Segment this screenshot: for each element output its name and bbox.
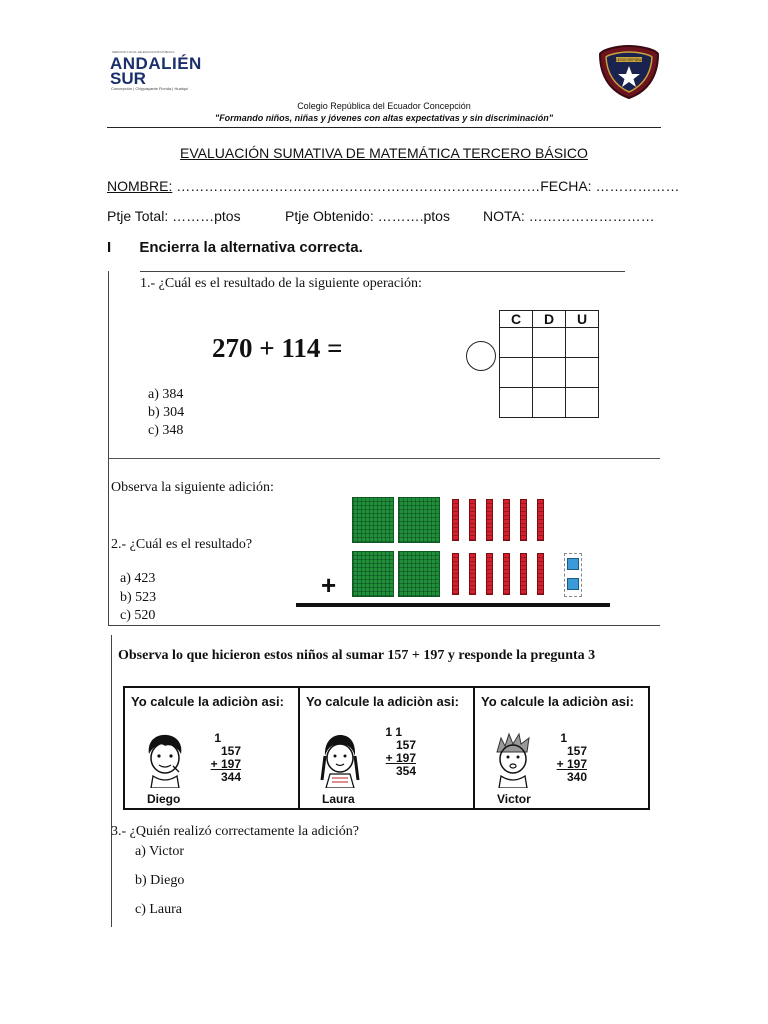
kid-card-laura: [300, 688, 475, 808]
q2-text: 2.- ¿Cuál es el resultado?: [111, 537, 253, 552]
kid-title: Yo calcule la adiciòn asi:: [131, 694, 284, 709]
nombre-dots: ……………………………………………………………………: [172, 178, 541, 194]
kid-sum: 1 157 + 197 340: [556, 731, 587, 784]
ten-rod: [503, 499, 510, 541]
cdu-cell[interactable]: [533, 328, 566, 358]
q1-option-c[interactable]: c) 348: [148, 423, 184, 438]
q1-option-a[interactable]: a) 384: [148, 387, 184, 402]
ten-rod: [520, 499, 527, 541]
cdu-cell[interactable]: [566, 358, 599, 388]
hundred-plate: [398, 551, 440, 597]
ten-rod: [452, 553, 459, 595]
boy-victor-icon: [491, 732, 535, 788]
boy-diego-icon: [143, 732, 187, 788]
kid-name-victor: Victor: [497, 792, 531, 806]
nombre-label: NOMBRE:: [107, 178, 173, 194]
logo-andalien: ANDALIÉN: [110, 54, 202, 73]
kid-name-diego: Diego: [147, 792, 181, 806]
ten-rod: [537, 553, 544, 595]
school-crest-icon: [598, 44, 660, 100]
kid-sum: 1 157 + 197 344: [210, 731, 241, 784]
kid-card-victor: [475, 688, 648, 808]
section-number: I: [107, 239, 112, 256]
q1-text: 1.- ¿Cuál es el resultado de la siguiente operación:: [140, 276, 422, 291]
ten-rod: [452, 499, 459, 541]
logo-subtitle: Concepción | Chiguayante Florida | Hualqui: [111, 86, 189, 91]
q3-option-a[interactable]: a) Victor: [135, 844, 185, 859]
unit-cube: [567, 558, 579, 570]
kid-title: Yo calcule la adiciòn asi:: [481, 694, 634, 709]
cdu-cell[interactable]: [533, 358, 566, 388]
section-heading: [107, 239, 363, 256]
nombre-row[interactable]: [107, 178, 679, 194]
ten-rod: [469, 499, 476, 541]
kid-sum: 1 1 157 + 197 354: [385, 725, 416, 778]
school-name: Colegio República del Ecuador Concepción: [297, 101, 471, 111]
fecha-field[interactable]: FECHA: ………………: [540, 178, 680, 194]
school-motto: "Formando niños, niñas y jóvenes con altas expectativas y sin discriminación": [214, 113, 554, 123]
q3-option-b[interactable]: b) Diego: [135, 873, 185, 888]
unit-cube: [567, 578, 579, 590]
hundred-plate: [352, 551, 394, 597]
cdu-cell[interactable]: [566, 388, 599, 418]
q3-text: 3.- ¿Quién realizó correctamente la adición?: [111, 824, 359, 839]
q2-option-b[interactable]: b) 523: [120, 590, 157, 605]
ten-rod: [486, 499, 493, 541]
kid-title: Yo calcule la adiciòn asi:: [306, 694, 459, 709]
kid-name-laura: Laura: [322, 792, 355, 806]
cdu-cell[interactable]: [500, 328, 533, 358]
cdu-header-d: D: [533, 311, 566, 328]
q2-option-a[interactable]: a) 423: [120, 571, 156, 586]
kids-table: [123, 686, 650, 810]
units-group: [564, 553, 582, 597]
ten-rod: [537, 499, 544, 541]
ten-rod: [520, 553, 527, 595]
q3-intro: Observa lo que hicieron estos niños al sumar 157 + 197 y responde la pregunta 3: [118, 648, 596, 663]
q3-option-c[interactable]: c) Laura: [135, 902, 183, 917]
cdu-cell[interactable]: [533, 388, 566, 418]
section-title: Encierra la alternativa correcta.: [139, 239, 363, 256]
nota-field[interactable]: NOTA: ………………………: [483, 208, 655, 224]
kid-card-diego: [125, 688, 300, 808]
girl-laura-icon: [318, 732, 362, 788]
ten-rod: [469, 553, 476, 595]
q2-intro: Observa la siguiente adición:: [111, 480, 274, 495]
ptje-total-field[interactable]: Ptje Total: ………ptos: [107, 208, 241, 224]
plus-sign: +: [321, 570, 337, 600]
cdu-cell[interactable]: [566, 328, 599, 358]
q2-option-c[interactable]: c) 520: [120, 608, 156, 623]
cdu-header-c: C: [500, 311, 533, 328]
ptje-obtenido-field[interactable]: Ptje Obtenido: ……….ptos: [285, 208, 450, 224]
cdu-cell[interactable]: [500, 388, 533, 418]
logo-sur: SUR: [110, 69, 146, 88]
hundred-plate: [398, 497, 440, 543]
addition-rule: [296, 603, 610, 607]
q1-operation: 270 + 114 =: [212, 333, 343, 363]
q3-left-rule: [111, 635, 112, 927]
header-divider: [107, 127, 661, 128]
cdu-cell[interactable]: [500, 358, 533, 388]
cdu-table: [499, 310, 599, 418]
answer-circle[interactable]: [466, 341, 496, 371]
logo-tiny-text: SERVICIO LOCAL DE EDUCACIÓN PÚBLICA: [112, 50, 175, 54]
hundred-plate: [352, 497, 394, 543]
ten-rod: [503, 553, 510, 595]
page-title: EVALUACIÓN SUMATIVA DE MATEMÁTICA TERCERO BÁSICO: [180, 145, 588, 161]
q1-option-b[interactable]: b) 304: [148, 405, 185, 420]
cdu-header-u: U: [566, 311, 599, 328]
ten-rod: [486, 553, 493, 595]
crest-label: COLEGIO REPÚBLICA: [610, 58, 648, 62]
